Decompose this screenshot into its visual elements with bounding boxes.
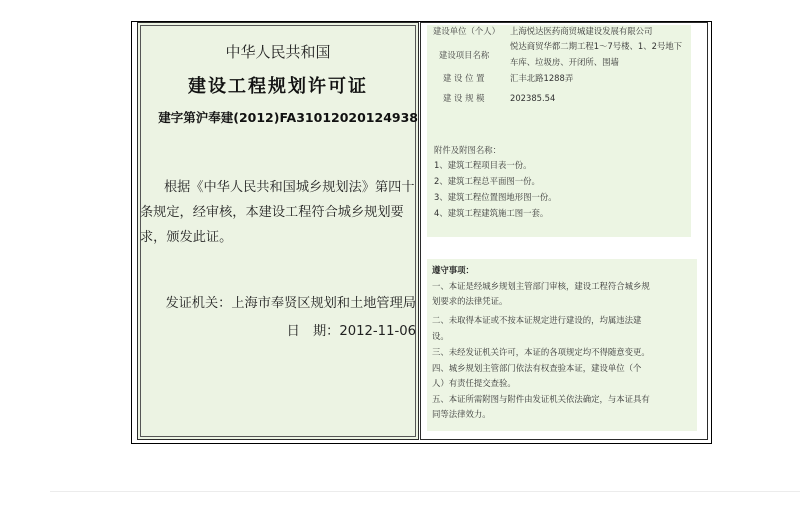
location-label: 建 设 位 置 xyxy=(443,73,485,83)
country-name: 中华人民共和国 xyxy=(225,43,331,61)
note-line: 人）有责任提交查验。 xyxy=(432,378,516,388)
notes-heading: 遵守事项： xyxy=(432,265,474,275)
certificate-face xyxy=(138,23,418,439)
note-line: 四、城乡规划主管部门依法有权查验本证，建设单位（个 xyxy=(432,363,642,373)
attachment-item: 4、建筑工程建筑施工图一套。 xyxy=(434,208,549,218)
attachment-item: 3、建筑工程位置图地形图一份。 xyxy=(434,192,557,202)
note-line: 二、未取得本证或不按本证规定进行建设的，均属违法建 xyxy=(432,315,642,325)
builder-label: 建设单位（个人） xyxy=(433,26,500,36)
attachments-heading: 附件及附图名称： xyxy=(434,145,501,155)
certificate-body-text: 根据《中华人民共和国城乡规划法》第四十条规定，经审核，本建设工程符合城乡规划要求，颁发此证。 xyxy=(140,180,415,245)
certificate-number: 建字第沪奉建(2012)FA31012020124938 xyxy=(158,110,418,125)
certificate-details xyxy=(421,23,707,439)
builder-value: 上海悦达医药商贸城建设发展有限公司 xyxy=(510,26,653,36)
scale-value: 202385.54 xyxy=(510,93,556,103)
certificate-title: 建设工程规划许可证 xyxy=(188,76,368,97)
issue-date: 日 期：2012-11-06 xyxy=(286,324,416,339)
attachment-item: 2、建筑工程总平面图一份。 xyxy=(434,176,540,186)
bottom-divider xyxy=(50,491,800,492)
attachment-item: 1、建筑工程项目表一份。 xyxy=(434,160,532,170)
scale-label: 建 设 规 模 xyxy=(443,93,485,103)
project-value-line1: 悦达商贸华都二期工程1～7号楼、1、2号地下 xyxy=(510,41,683,51)
note-line: 一、本证是经城乡规划主管部门审核，建设工程符合城乡规 xyxy=(432,281,650,291)
note-line: 划要求的法律凭证。 xyxy=(432,296,508,306)
note-line: 五、本证所需附图与附件由发证机关依法确定，与本证具有 xyxy=(432,394,650,404)
note-line: 同等法律效力。 xyxy=(432,409,491,419)
location-value: 汇丰北路1288弄 xyxy=(510,73,574,83)
project-value-line2: 车库、垃圾房、开闭所、围墙 xyxy=(510,57,619,67)
issuing-authority: 发证机关：上海市奉贤区规划和土地管理局 xyxy=(165,296,416,311)
note-line: 设。 xyxy=(432,331,449,341)
project-label: 建设项目名称 xyxy=(439,50,490,60)
note-line: 三、未经发证机关许可，本证的各项规定均不得随意变更。 xyxy=(432,347,650,357)
